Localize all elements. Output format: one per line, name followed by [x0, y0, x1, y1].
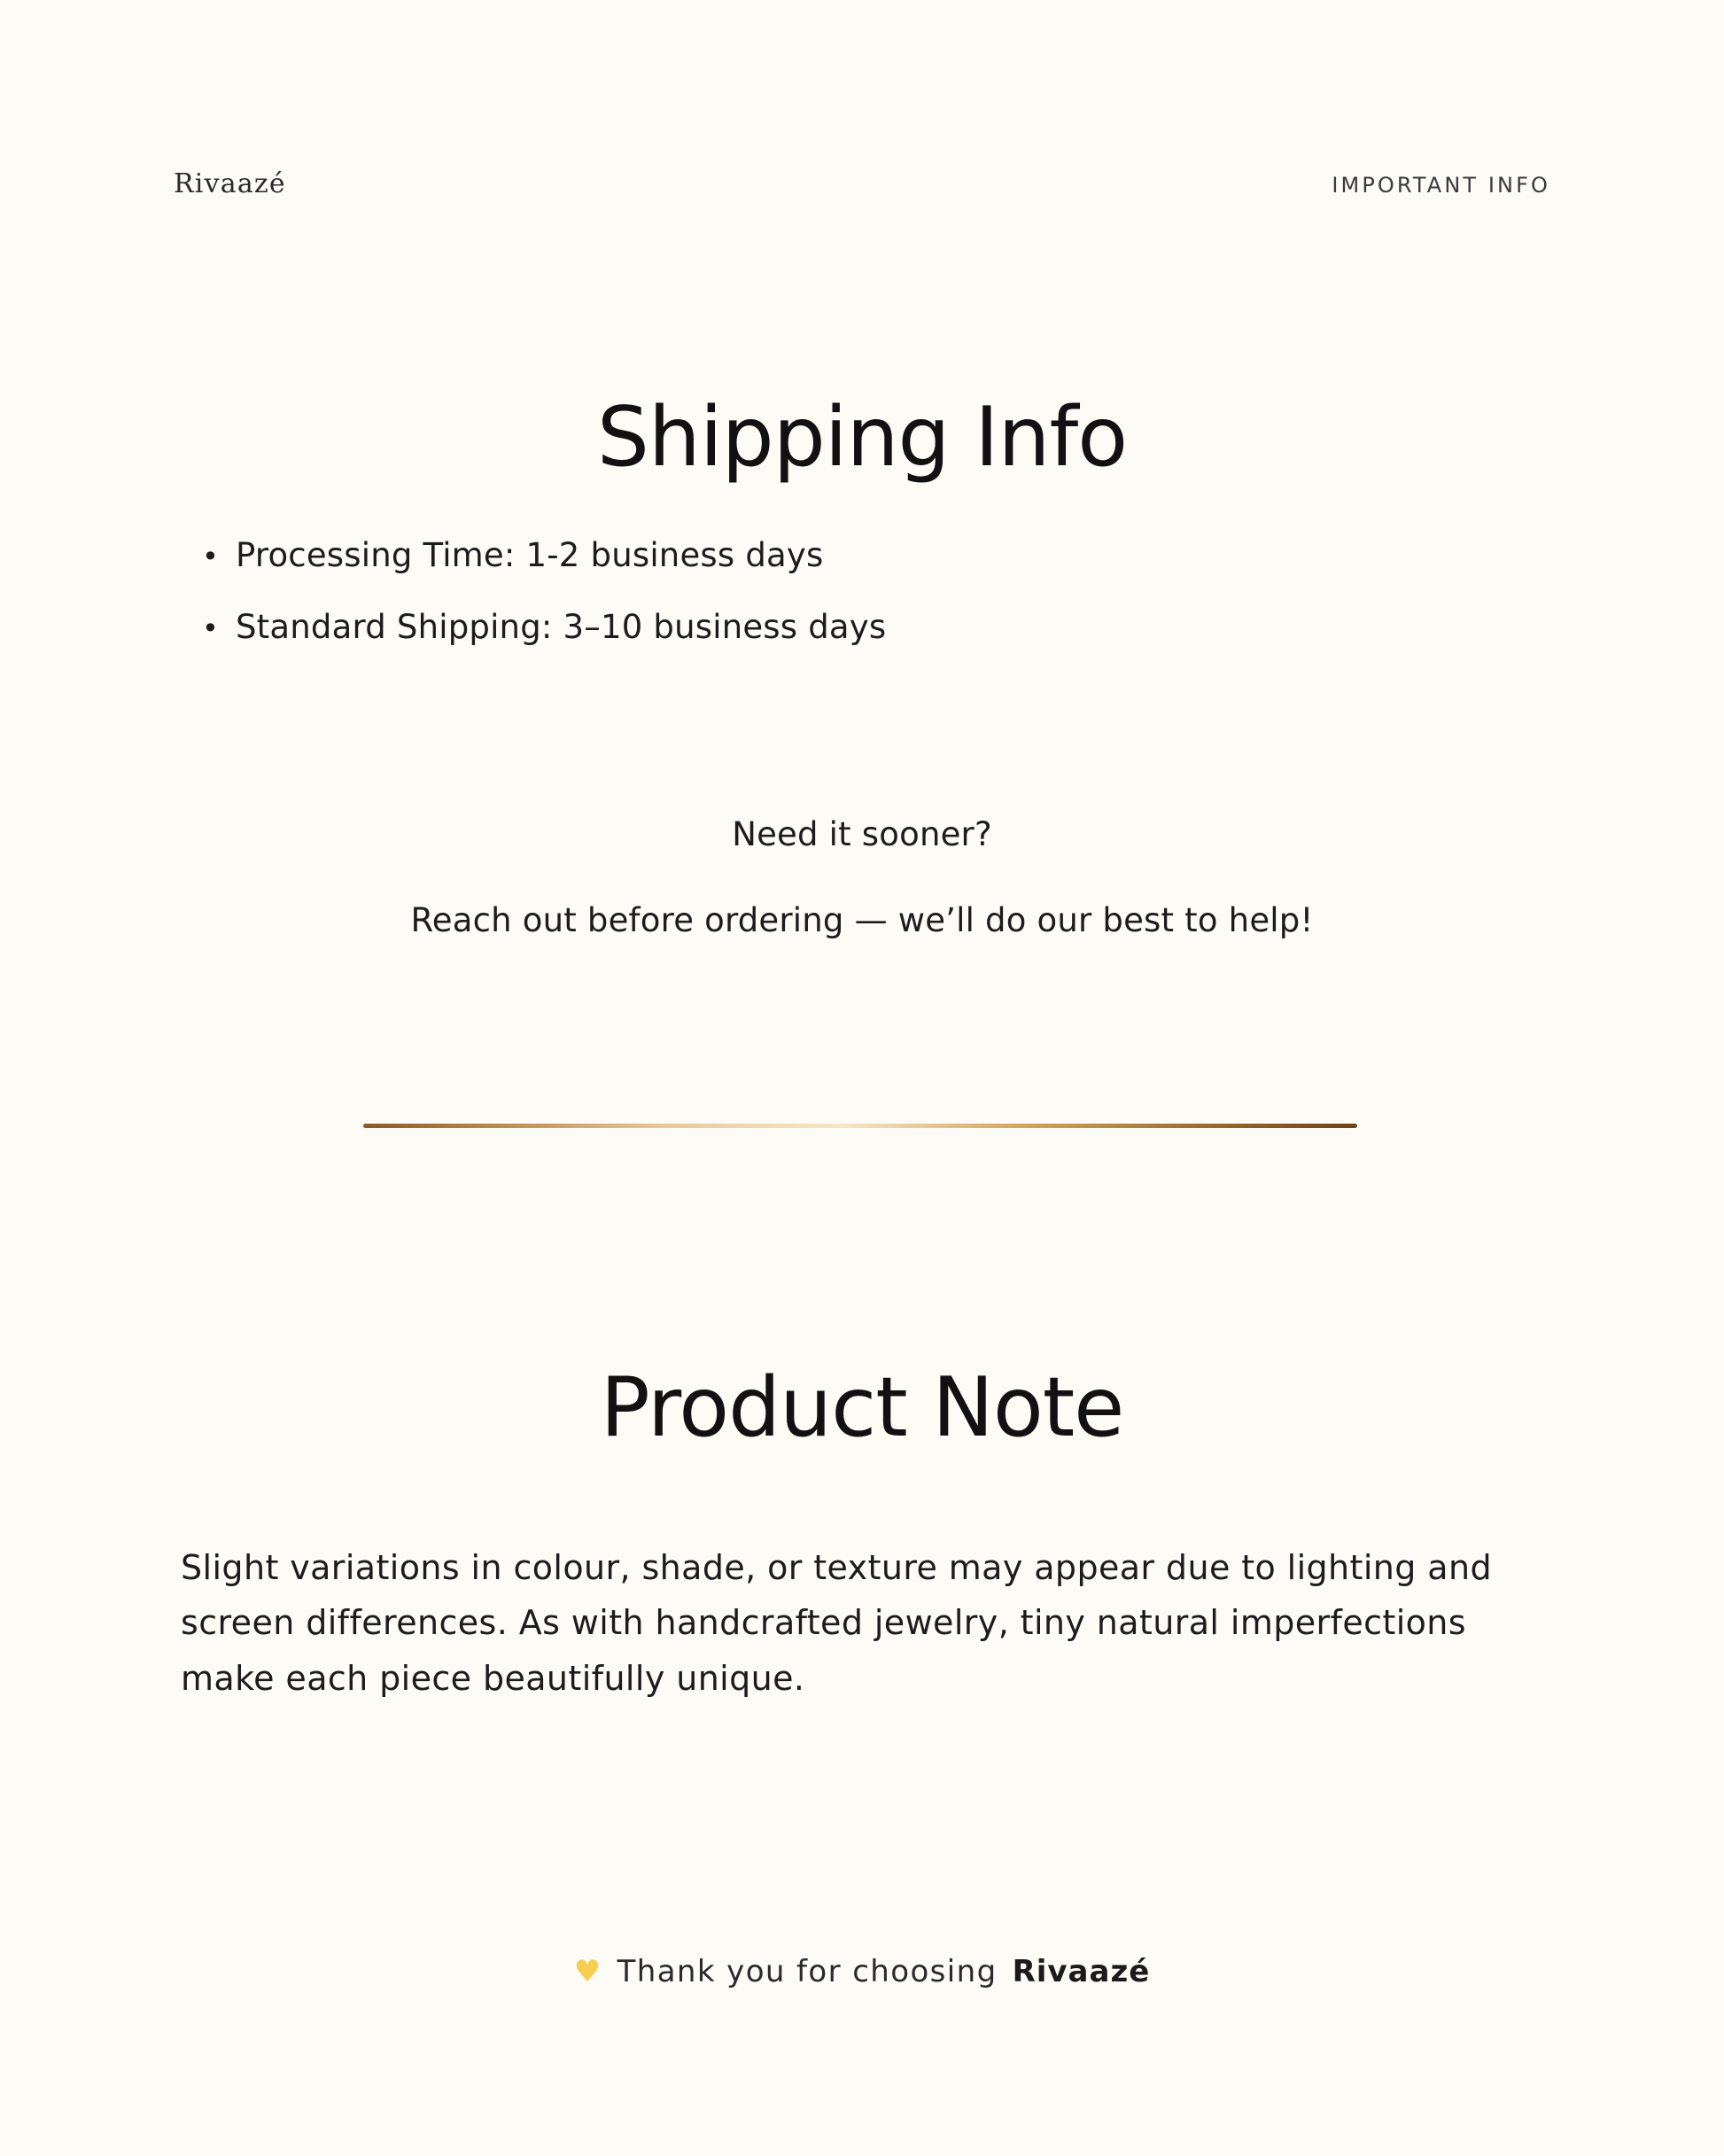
header-section-label: IMPORTANT INFO [1332, 173, 1550, 198]
bullet-dot-icon: • [202, 611, 220, 645]
list-item [202, 608, 887, 646]
reach-out-message: Reach out before ordering — we’ll do our best to help! [410, 901, 1314, 939]
product-note-paragraph: Slight variations in colour, shade, or texture may appear due to lighting and screen differences. As with handcrafted jewelry, tiny natural imperfections make each piece beautifully unique. [181, 1548, 1492, 1698]
shipping-bullet-list [202, 536, 887, 682]
bullet-dot-icon: • [202, 540, 220, 573]
shipping-info-title: Shipping Info [596, 389, 1128, 486]
list-item-label: Processing Time: 1-2 business days [236, 536, 824, 574]
product-note-title: Product Note [600, 1359, 1124, 1456]
list-item-label: Standard Shipping: 3–10 business days [236, 608, 887, 646]
footer-brand-name: Rivaazé [1012, 1954, 1151, 1989]
footer-text: Thank you for choosing [617, 1954, 998, 1989]
yellow-heart-icon: ♥ [573, 1954, 602, 1989]
list-item [202, 536, 886, 574]
gold-divider [363, 1124, 1357, 1128]
need-it-sooner-question: Need it sooner? [732, 815, 992, 853]
footer-thank-you [0, 1954, 1724, 1989]
page-header [174, 168, 1550, 199]
brand-logo: Rivaazé [174, 168, 286, 199]
